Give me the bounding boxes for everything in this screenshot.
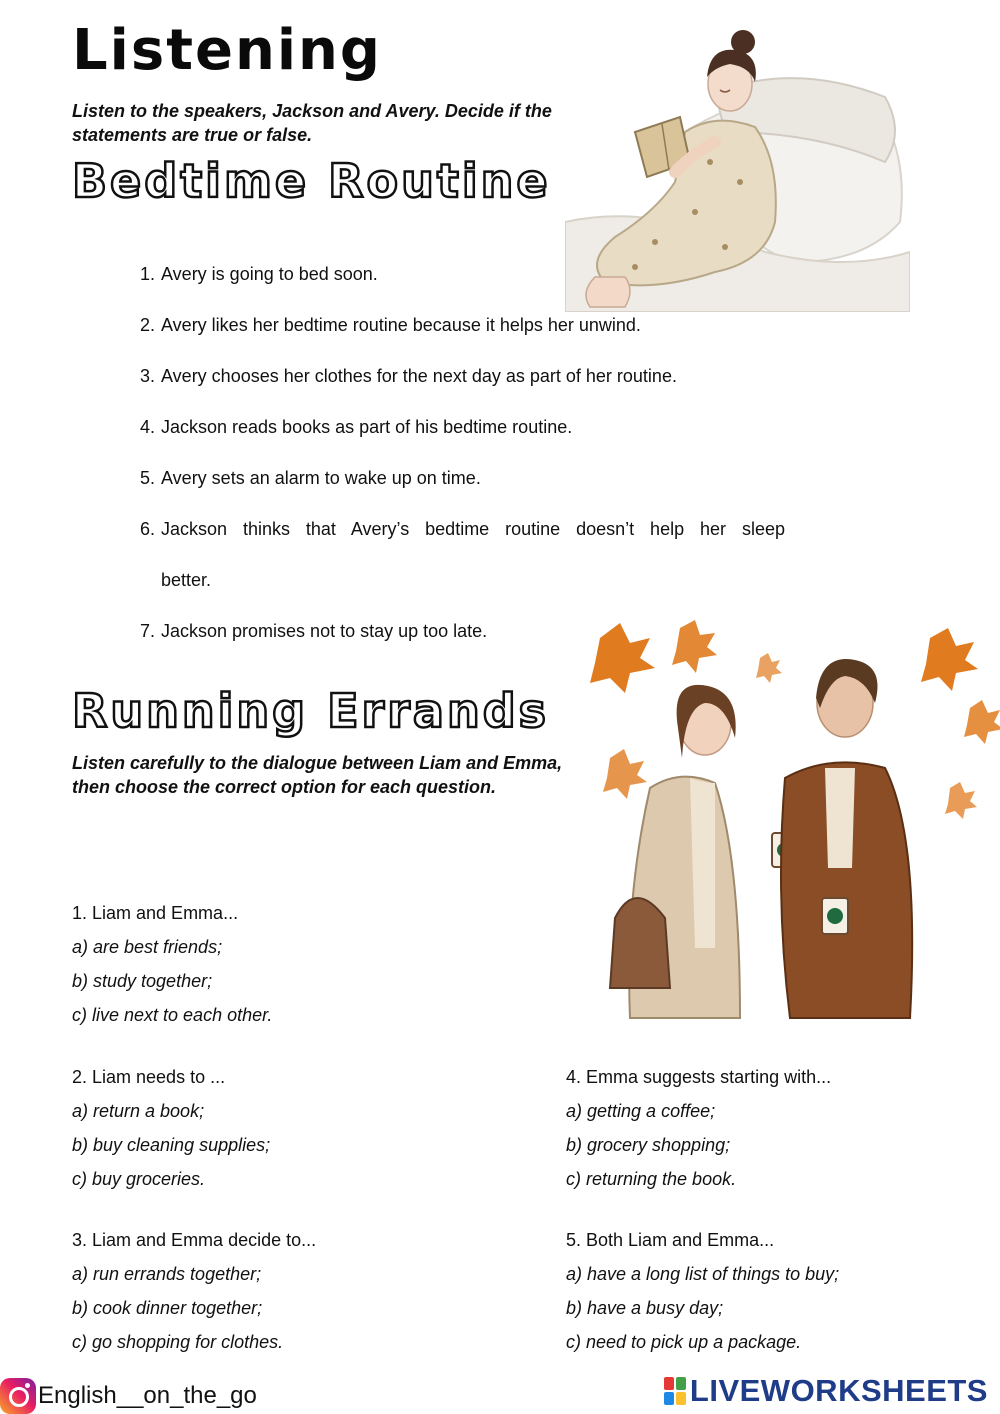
option-a: a) are best friends; xyxy=(72,937,223,957)
question-text: 2. Liam needs to ... xyxy=(72,1067,226,1087)
statement-continuation xyxy=(140,555,785,606)
section2-instructions: Listen carefully to the dialogue between Liam and Emma, then choose the correct option for each question. xyxy=(72,753,563,797)
statement-number: 6. xyxy=(140,519,156,539)
statement-text: Avery likes her bedtime routine because it helps her unwind. xyxy=(161,315,641,335)
question-block-5 xyxy=(566,1223,839,1359)
liveworksheets-logo-icon xyxy=(664,1377,686,1405)
liveworksheets-brand[interactable] xyxy=(664,1373,988,1409)
option-c: c) buy groceries. xyxy=(72,1169,206,1189)
statement-number: 3. xyxy=(140,366,156,386)
section1-heading: Bedtime Routine xyxy=(72,154,551,208)
option-b: b) buy cleaning supplies; xyxy=(72,1135,271,1155)
statement-text: Jackson reads books as part of his bedtime routine. xyxy=(161,417,573,437)
option-c: c) go shopping for clothes. xyxy=(72,1332,284,1352)
option-c: c) returning the book. xyxy=(566,1169,737,1189)
option-b: b) grocery shopping; xyxy=(566,1135,731,1155)
statement-item xyxy=(140,504,785,555)
statement-item xyxy=(140,249,785,300)
option-c: c) need to pick up a package. xyxy=(566,1332,802,1352)
instagram-credit[interactable] xyxy=(0,1378,257,1414)
question-block-1 xyxy=(72,896,272,1032)
statement-text: Jackson promises not to stay up too late. xyxy=(161,621,488,641)
statement-text: Avery chooses her clothes for the next day as part of her routine. xyxy=(161,366,677,386)
option-b: b) study together; xyxy=(72,971,213,991)
statement-item xyxy=(140,300,785,351)
option-a: a) return a book; xyxy=(72,1101,205,1121)
page-title: Listening xyxy=(72,18,382,83)
liveworksheets-wordmark: LIVEWORKSHEETS xyxy=(689,1373,988,1408)
question-text: 4. Emma suggests starting with... xyxy=(566,1067,832,1087)
question-block-2 xyxy=(72,1060,270,1196)
statement-text: better. xyxy=(161,570,212,590)
section1-instructions: Listen to the speakers, Jackson and Avery. Decide if the statements are true or false. xyxy=(72,101,552,145)
section2-heading: Running Errands xyxy=(72,684,550,738)
statement-item xyxy=(140,351,785,402)
statement-number: 2. xyxy=(140,315,156,335)
statement-text: Avery is going to bed soon. xyxy=(161,264,378,284)
statement-number: 5. xyxy=(140,468,156,488)
statement-item xyxy=(140,402,785,453)
option-b: b) have a busy day; xyxy=(566,1298,724,1318)
instagram-icon xyxy=(0,1378,36,1414)
statement-number: 7. xyxy=(140,621,156,641)
question-block-4 xyxy=(566,1060,831,1196)
statement-text: Avery sets an alarm to wake up on time. xyxy=(161,468,481,488)
statement-number: 4. xyxy=(140,417,156,437)
option-a: a) have a long list of things to buy; xyxy=(566,1264,840,1284)
question-block-3 xyxy=(72,1223,316,1359)
option-b: b) cook dinner together; xyxy=(72,1298,263,1318)
question-text: 3. Liam and Emma decide to... xyxy=(72,1230,317,1250)
option-c: c) live next to each other. xyxy=(72,1005,273,1025)
statement-number: 1. xyxy=(140,264,156,284)
statements-list xyxy=(140,249,785,657)
question-text: 5. Both Liam and Emma... xyxy=(566,1230,775,1250)
couple-coffee-illustration xyxy=(590,618,1000,1030)
option-a: a) run errands together; xyxy=(72,1264,262,1284)
statement-item xyxy=(140,453,785,504)
statement-text: Jackson thinks that Avery’s bedtime routine doesn’t help her sleep xyxy=(161,519,785,539)
question-text: 1. Liam and Emma... xyxy=(72,903,239,923)
instagram-handle: English__on_the_go xyxy=(38,1382,257,1409)
option-a: a) getting a coffee; xyxy=(566,1101,716,1121)
